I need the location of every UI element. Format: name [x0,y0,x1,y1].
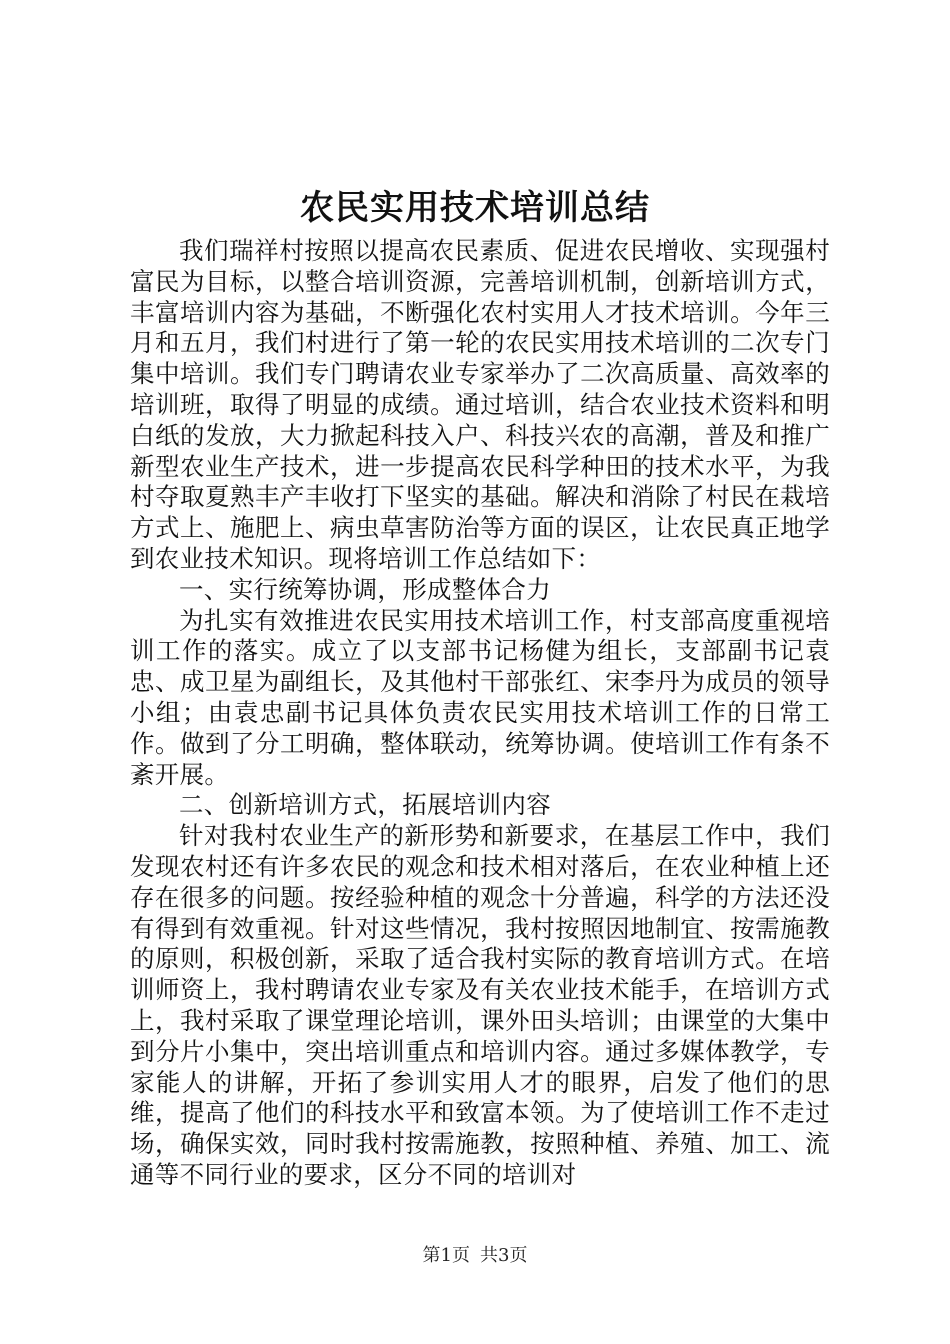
section-2-paragraph: 针对我村农业生产的新形势和新要求，在基层工作中，我们发现农村还有许多农民的观念和技术相对落后，在农业种植上还存在很多的问题。按经验种植的观念十分普遍，科学的方法还没有得到有效重视。针对这些情况，我村按照因地制宜、按需施教的原则，积极创新，采取了适合我村实际的教育培训方式。在培训师资上，我村聘请农业专家及有关农业技术能手，在培训方式上，我村采取了课堂理论培训，课外田头培训；由课堂的大集中到分片小集中，突出培训重点和培训内容。通过多媒体教学，专家能人的讲解，开拓了参训实用人才的眼界，启发了他们的思维，提高了他们的科技水平和致富本领。为了使培训工作不走过场，确保实效，同时我村按需施教，按照种植、养殖、加工、流通等不同行业的要求，区分不同的培训对 [130,821,830,1189]
document-title: 农民实用技术培训总结 [300,188,650,228]
document-body [130,236,830,1191]
section-heading-2: 二、创新培训方式，拓展培训内容 [179,790,551,820]
section-1-paragraph: 为扎实有效推进农民实用技术培训工作，村支部高度重视培训工作的落实。成立了以支部书记杨健为组长，支部副书记袁忠、成卫星为副组长，及其他村干部张红、宋李丹为成员的领导小组；由袁忠副书记具体负责农民实用技术培训工作的日常工作。做到了分工明确，整体联动，统筹协调。使培训工作有条不紊开展。 [130,605,830,789]
page-footer [0,1244,950,1268]
page-total: 共3页 [480,1245,528,1266]
intro-paragraph: 我们瑞祥村按照以提高农民素质、促进农民增收、实现强村富民为目标，以整合培训资源，完善培训机制，创新培训方式，丰富培训内容为基础，不断强化农村实用人才技术培训。今年三月和五月，我们村进行了第一轮的农民实用技术培训的二次专门集中培训。我们专门聘请农业专家举办了二次高质量、高效率的培训班，取得了明显的成绩。通过培训，结合农业技术资料和明白纸的发放，大力掀起科技入户、科技兴农的高潮，普及和推广新型农业生产技术，进一步提高农民科学种田的技术水平，为我村夺取夏熟丰产丰收打下坚实的基础。解决和消除了村民在栽培方式上、施肥上、病虫草害防治等方面的误区，让农民真正地学到农业技术知识。现将培训工作总结如下： [130,236,830,573]
section-heading-1: 一、实行统筹协调，形成整体合力 [179,574,551,604]
page-number: 第1页 [422,1245,470,1266]
